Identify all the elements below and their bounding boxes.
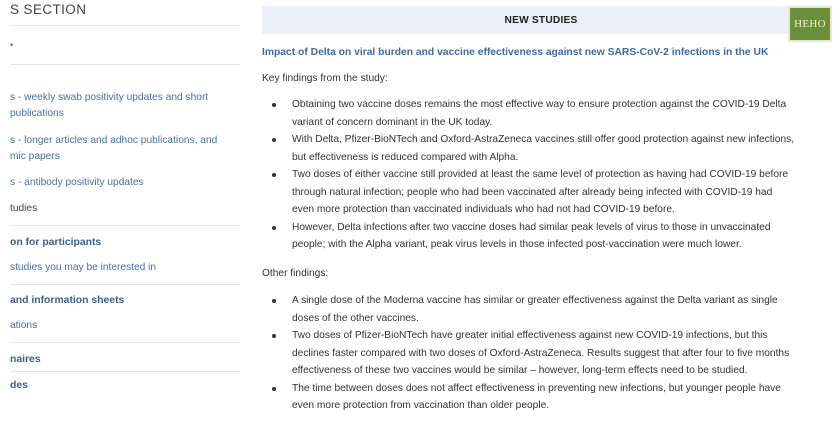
list-item-line: but effectiveness is reduced compared with Alpha. [292, 151, 519, 163]
sidebar [0, 0, 245, 426]
main-content [248, 0, 834, 426]
list-item [262, 166, 824, 219]
list-item-line: Two doses of Pfizer-BioNTech have greater initial effectiveness against new COVID-19 infections, but this [292, 330, 768, 341]
sidebar-link-interested[interactable]: studies you may be interested in [10, 262, 157, 273]
list-item-line: even more protection from vaccination than older people. [292, 400, 550, 411]
list-item [262, 327, 824, 380]
divider [10, 225, 240, 226]
divider [10, 64, 240, 65]
list-item-line: The time between doses does not affect effectiveness in preventing new infections, but younger people have [292, 382, 781, 394]
other-findings-label: Other findings: [262, 268, 329, 279]
divider [10, 284, 240, 285]
list-item-line: variant of concern dominant in the UK today. [292, 116, 493, 128]
study-title-link[interactable]: Impact of Delta on viral burden and vaccine effectiveness against new SARS-CoV-2 infections in the UK [262, 47, 769, 58]
list-item [262, 380, 824, 415]
sidebar-item-studies[interactable]: tudies [10, 203, 38, 214]
list-item-line: With Delta, Pfizer-BioNTech and Oxford-AstraZeneca vaccines still offer good protection against new infections, [292, 134, 795, 145]
link-line: s - longer articles and adhoc publications, and [10, 135, 218, 146]
list-item-line: Two doses of either vaccine still provided at least the same level of protection as having had COVID-19 before [292, 169, 789, 180]
sidebar-link-ations[interactable]: ations [10, 320, 38, 331]
divider [10, 25, 240, 26]
key-findings-list [262, 96, 824, 254]
list-item-line: people; with the Alpha variant, peak virus levels in those infected post-vaccination were much lower. [292, 239, 742, 250]
link-line: publications [10, 108, 64, 119]
link-line: s - weekly swab positivity updates and short [10, 92, 209, 103]
list-item [262, 131, 824, 166]
sidebar-title: S SECTION [10, 2, 87, 17]
list-item [262, 96, 824, 131]
link-line: mic papers [10, 151, 60, 162]
list-item-line: A single dose of the Moderna vaccine has similar or greater effectiveness against the Delta variant as single [292, 295, 778, 306]
list-item-line: doses of the other vaccines. [292, 312, 419, 324]
divider [10, 342, 240, 343]
list-item-line: However, Delta infections after two vaccine doses had similar peak levels of virus to those in unvaccinated [292, 221, 771, 233]
divider [10, 371, 240, 372]
heho-logo: HEHO [788, 6, 832, 42]
list-item [262, 292, 824, 327]
list-item-line: effectiveness of these two vaccines would be similar – however, long-term effects need to be studied. [292, 365, 748, 376]
sidebar-link-weekly[interactable] [10, 90, 242, 122]
sidebar-head-participants[interactable]: on for participants [10, 237, 102, 248]
list-item-line: declines faster compared with two doses of Oxford-AstraZeneca. Results suggest that after four to five months [292, 347, 790, 359]
sidebar-head-naires[interactable]: naires [10, 354, 41, 365]
list-item-line: through natural infection; people who had been vaccinated after already being infected with COVID-19 had [292, 186, 773, 198]
list-item-line: even more protection than vaccinated individuals who had not had COVID-19 before. [292, 204, 675, 215]
other-findings-list [262, 292, 824, 415]
sidebar-link-articles[interactable] [10, 133, 242, 165]
sidebar-head-des[interactable]: des [10, 380, 28, 391]
key-findings-label: Key findings from the study: [262, 73, 388, 84]
list-item [262, 219, 824, 254]
sidebar-link-antibody[interactable] [10, 175, 242, 191]
new-studies-banner: NEW STUDIES [262, 6, 820, 34]
list-item-line: Obtaining two vaccine doses remains the most effective way to ensure protection against the COVID-19 Delta [292, 99, 787, 110]
sidebar-head-info-sheets[interactable]: and information sheets [10, 295, 125, 306]
link-line: s - antibody positivity updates [10, 177, 144, 188]
sidebar-bullet: • [10, 40, 14, 50]
